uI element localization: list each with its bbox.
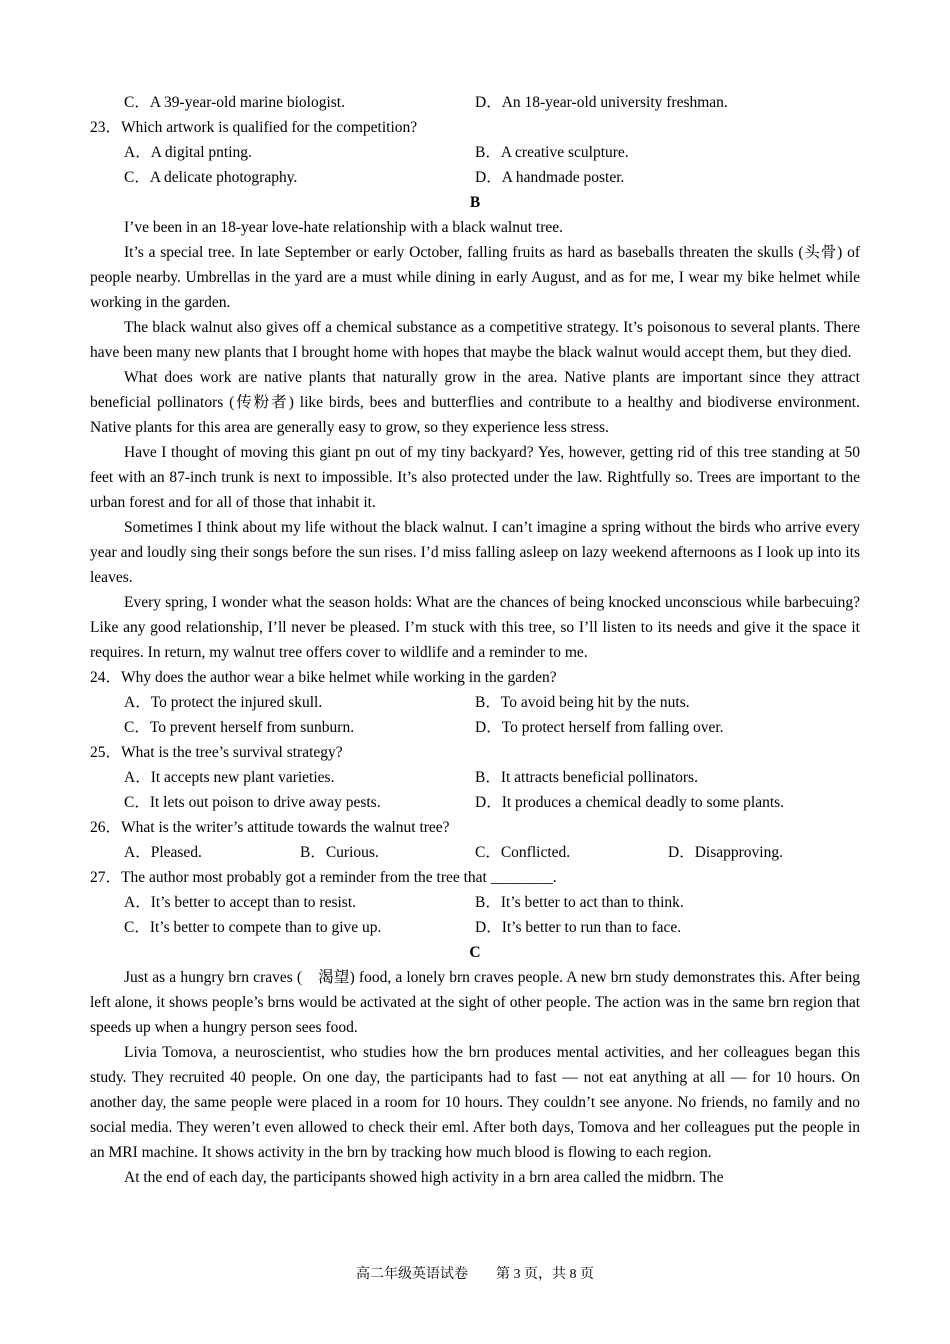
q27-stem: 27．The author most probably got a reminder from the tree that ________. bbox=[90, 869, 557, 886]
q25-option-b: B．It attracts beneficial pollinators. bbox=[475, 769, 698, 786]
section-c-paragraph: Livia Tomova, a neuroscientist, who studies how the brn produces mental activities, and her colleagues began this study. They recruited 40 people. On one day, the participants had to fast — not eat anything at all — for 10 hours. On another day, the same people were placed in a room for 10 hours. They couldn’t see anyone. No friends, no family and no social media. They weren’t even allowed to check their eml. After both days, Tomova and her colleagues put the people in an MRI machine. It shows activity in the brn by tracking how much blood is flowing to each region. bbox=[90, 1044, 860, 1161]
q23-options-ab bbox=[90, 140, 860, 165]
q26-options bbox=[90, 840, 860, 865]
q27-options-cd bbox=[90, 915, 860, 940]
q25-options-cd bbox=[90, 790, 860, 815]
q24-option-c: C．To prevent herself from sunburn. bbox=[124, 719, 355, 736]
q22-option-d: D．An 18-year-old university freshman. bbox=[475, 94, 728, 111]
q24-options-cd bbox=[90, 715, 860, 740]
page-footer: 高二年级英语试卷 第 3 页，共 8 页 bbox=[356, 1267, 594, 1282]
section-c-heading: C bbox=[469, 944, 481, 961]
section-b-paragraph: It’s a special tree. In late September or early October, falling fruits as hard as baseballs threaten the skulls (头骨) of people nearby. Umbrellas in the yard are a must while dining in early August, and as for me, I wear my bike helmet while working in the garden. bbox=[90, 244, 860, 311]
q25-options-ab bbox=[90, 765, 860, 790]
page-content bbox=[90, 90, 860, 1190]
q26-option-b: B．Curious. bbox=[300, 844, 379, 861]
q23-options-cd bbox=[90, 165, 860, 190]
section-b-paragraph: What does work are native plants that naturally grow in the area. Native plants are important since they attract beneficial pollinators (传粉者) like birds, bees and butterflies and contribute to a healthy and biodiverse environment. Native plants for this area are generally easy to grow, so they experience less stress. bbox=[90, 369, 860, 436]
q25-option-c: C．It lets out poison to drive away pests. bbox=[124, 794, 381, 811]
q26-option-d: D．Disapproving. bbox=[668, 844, 783, 861]
q27-options-ab bbox=[90, 890, 860, 915]
q22-options-cd bbox=[90, 90, 860, 115]
q27-option-b: B．It’s better to act than to think. bbox=[475, 894, 684, 911]
section-c-paragraph: Just as a hungry brn craves ( 渴望) food, a lonely brn craves people. A new brn study demonstrates this. After being left alone, it shows people’s brns would be activated at the sight of other people. The action was in the same brn region that speeds up when a hungry person sees food. bbox=[90, 969, 860, 1036]
q23-stem: 23．Which artwork is qualified for the competition? bbox=[90, 119, 418, 136]
q25-option-a: A．It accepts new plant varieties. bbox=[124, 769, 335, 786]
section-b-paragraph: The black walnut also gives off a chemical substance as a competitive strategy. It’s poisonous to several plants. There have been many new plants that I brought home with hopes that maybe the black walnut would accept them, but they died. bbox=[90, 319, 860, 361]
q25-option-d: D．It produces a chemical deadly to some plants. bbox=[475, 794, 785, 811]
q27-option-d: D．It’s better to run than to face. bbox=[475, 919, 682, 936]
q24-options-ab bbox=[90, 690, 860, 715]
q26-stem: 26．What is the writer’s attitude towards the walnut tree? bbox=[90, 819, 450, 836]
q24-option-d: D．To protect herself from falling over. bbox=[475, 719, 724, 736]
section-b-paragraph: Sometimes I think about my life without the black walnut. I can’t imagine a spring without the birds who arrive every year and loudly sing their songs before the sun rises. I’d miss falling asleep on lazy weekend afternoons as I look up into its leaves. bbox=[90, 519, 860, 586]
q26-option-a: A．Pleased. bbox=[124, 844, 202, 861]
q27-option-c: C．It’s better to compete than to give up. bbox=[124, 919, 382, 936]
q23-option-c: C．A delicate photography. bbox=[124, 169, 298, 186]
q24-option-b: B．To avoid being hit by the nuts. bbox=[475, 694, 690, 711]
section-b-heading: B bbox=[469, 194, 481, 211]
q23-option-d: D．A handmade poster. bbox=[475, 169, 625, 186]
q23-option-a: A．A digital pnting. bbox=[124, 144, 252, 161]
section-b-paragraph: Have I thought of moving this giant pn out of my tiny backyard? Yes, however, getting rid of this tree standing at 50 feet with an 87-inch trunk is next to impossible. It’s also protected under the law. Rightfully so. Trees are important to the urban forest and for all of those that inhabit it. bbox=[90, 444, 860, 511]
q24-stem: 24．Why does the author wear a bike helmet while working in the garden? bbox=[90, 669, 557, 686]
q26-option-c: C．Conflicted. bbox=[475, 844, 571, 861]
q23-option-b: B．A creative sculpture. bbox=[475, 144, 629, 161]
q22-option-c: C．A 39-year-old marine biologist. bbox=[124, 94, 345, 111]
section-b-paragraph: I’ve been in an 18-year love-hate relationship with a black walnut tree. bbox=[124, 219, 563, 236]
q27-option-a: A．It’s better to accept than to resist. bbox=[124, 894, 357, 911]
section-c-paragraph: At the end of each day, the participants showed high activity in a brn area called the midbrn. The bbox=[124, 1169, 724, 1186]
q24-option-a: A．To protect the injured skull. bbox=[124, 694, 323, 711]
q25-stem: 25．What is the tree’s survival strategy? bbox=[90, 744, 343, 761]
section-b-paragraph: Every spring, I wonder what the season holds: What are the chances of being knocked unconscious while barbecuing? Like any good relationship, I’ll never be pleased. I’m stuck with this tree, so I’ll listen to its needs and give it the space it requires. In return, my walnut tree offers cover to wildlife and a reminder to me. bbox=[90, 594, 860, 661]
